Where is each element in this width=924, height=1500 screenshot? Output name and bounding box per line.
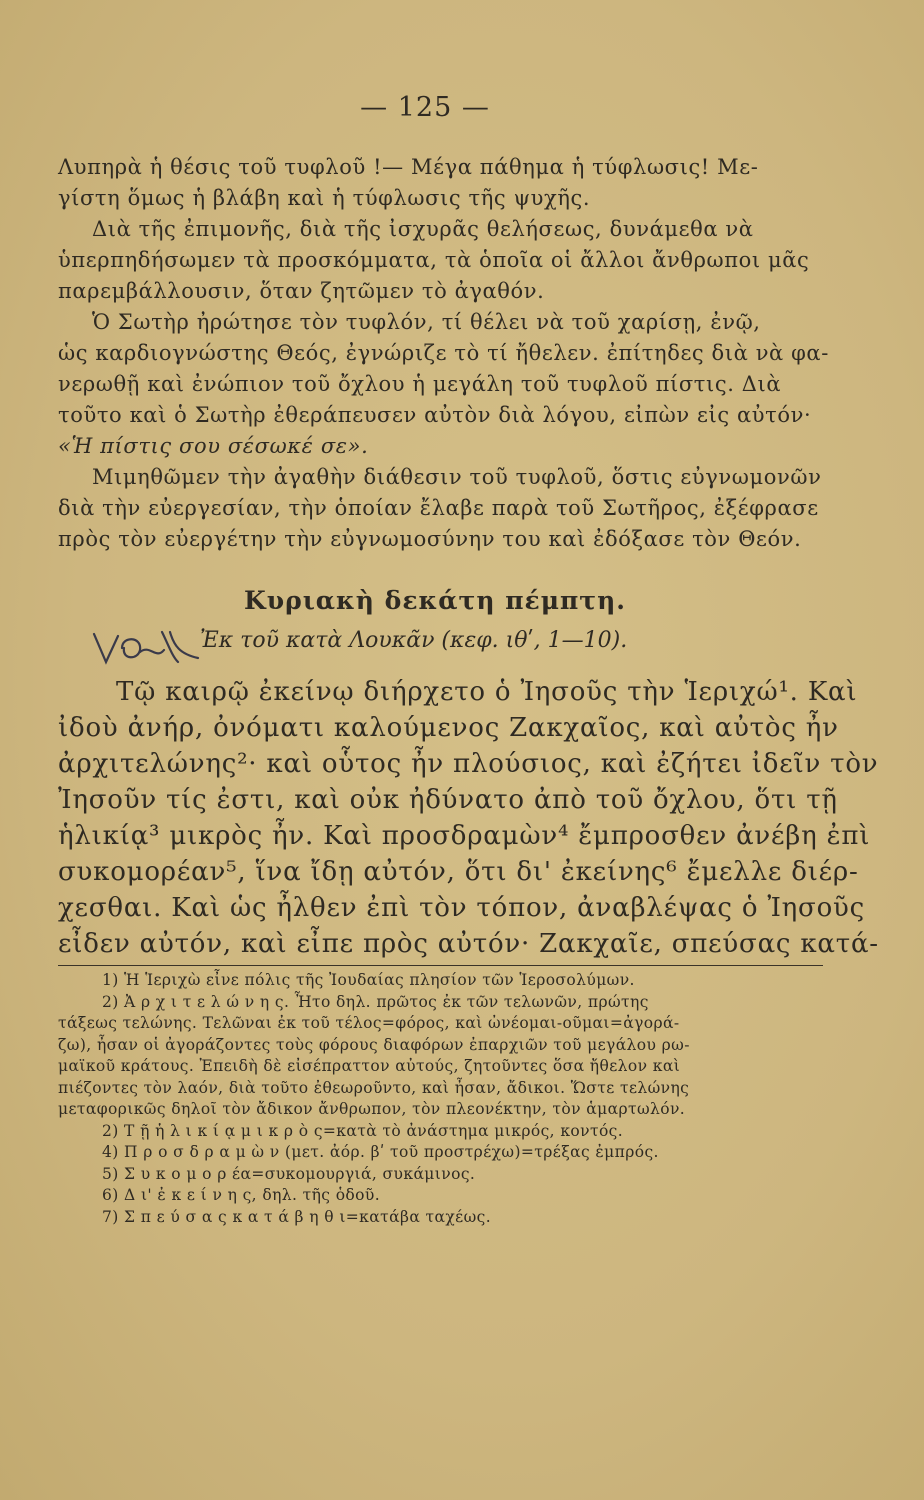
text-line: χεσθαι. Καὶ ὡς ἦλθεν ἐπὶ τὸν τόπον, ἀναβλέψας ὁ Ἰησοῦς <box>58 893 866 923</box>
footnote-line: 2) Ἀ ρ χ ι τ ε λ ώ ν η ς. Ἦτο δηλ. πρῶτος ἐκ τῶν τελωνῶν, πρώτης <box>102 992 649 1011</box>
text-line: διὰ τὴν εὐεργεσίαν, τὴν ὁποίαν ἔλαβε παρὰ τοῦ Σωτῆρος, ἐξέφρασε <box>58 496 819 520</box>
scripture-reference: Ἐκ τοῦ κατὰ Λουκᾶν (κεφ. ιθʹ, 1—10). <box>200 628 628 653</box>
text-line: «Ἡ πίστις σου σέσωκέ σε». <box>58 434 369 458</box>
footnote-line: 7) Σ π ε ύ σ α ς κ α τ ά β η θ ι=κατάβα ταχέως. <box>102 1207 492 1226</box>
text-line: Ἰησοῦν τίς ἐστι, καὶ οὐκ ἠδύνατο ἀπὸ τοῦ ὄχλου, ὅτι τῇ <box>58 785 838 815</box>
footnote-line: 1) Ἡ Ἱεριχὼ εἶνε πόλις τῆς Ἰουδαίας πλησίον τῶν Ἱεροσολύμων. <box>102 971 635 989</box>
text-line: Διὰ τῆς ἐπιμονῆς, διὰ τῆς ἰσχυρᾶς θελήσεως, δυνάμεθα νὰ <box>92 217 754 241</box>
section-heading: Κυριακὴ δεκάτη πέμπτη. <box>244 586 626 615</box>
text-line: εἶδεν αὐτόν, καὶ εἶπε πρὸς αὐτόν· Ζακχαῖε, σπεύσας κατά- <box>58 929 879 959</box>
footnote-line: ζω), ἦσαν οἱ ἀγοράζοντες τοὺς φόρους διαφόρων ἐπαρχιῶν τοῦ μεγάλου ρω- <box>58 1035 690 1054</box>
text-line: τοῦτο καὶ ὁ Σωτὴρ ἐθεράπευσεν αὐτὸν διὰ λόγου, εἰπὼν εἰς αὐτόν· <box>58 403 812 427</box>
text-line: Μιμηθῶμεν τὴν ἀγαθὴν διάθεσιν τοῦ τυφλοῦ, ὅστις εὐγνωμονῶν <box>92 465 822 489</box>
footnote-line: 4) Π ρ ο σ δ ρ α μ ὼ ν (μετ. ἀόρ. βʹ τοῦ προστρέχω)=τρέξας ἐμπρός. <box>102 1143 659 1161</box>
handwritten-scribble-icon <box>92 624 204 668</box>
text-line: ἰδοὺ ἀνήρ, ὀνόματι καλούμενος Ζακχαῖος, καὶ αὐτὸς ἦν <box>58 713 839 743</box>
footnote-line: μεταφορικῶς δηλοῖ τὸν ἄδικον ἄνθρωπον, τὸν πλεονέκτην, τὸν ἁμαρτωλόν. <box>58 1100 686 1118</box>
text-line: ὡς καρδιογνώστης Θεός, ἐγνώριζε τὸ τί ἤθελεν. ἐπίτηδες διὰ νὰ φα- <box>58 341 829 365</box>
text-line: Λυπηρὰ ἡ θέσις τοῦ τυφλοῦ !— Μέγα πάθημα ἡ τύφλωσις! Με- <box>58 155 759 179</box>
text-line: ἀρχιτελώνης²· καὶ οὗτος ἦν πλούσιος, καὶ ἐζήτει ἰδεῖν τὸν <box>58 749 879 779</box>
text-line: ὑπερπηδήσωμεν τὰ προσκόμματα, τὰ ὁποῖα οἱ ἄλλοι ἄνθρωποι μᾶς <box>58 248 810 272</box>
text-line: πρὸς τὸν εὐεργέτην τὴν εὐγνωμοσύνην του καὶ ἐδόξασε τὸν Θεόν. <box>58 527 802 551</box>
text-line: Ὁ Σωτὴρ ἠρώτησε τὸν τυφλόν, τί θέλει νὰ τοῦ χαρίσῃ, ἐνῷ, <box>92 310 761 334</box>
footnote-line: 6) Δ ι' ἐ κ ε ί ν η ς, δηλ. τῆς ὁδοῦ. <box>102 1186 381 1204</box>
footnote-line: 2) Τ ῇ ἡ λ ι κ ί ᾳ μ ι κ ρ ὸ ς=κατὰ τὸ ἀνάστημα μικρός, κοντός. <box>102 1121 624 1140</box>
text-line: νερωθῇ καὶ ἐνώπιον τοῦ ὄχλου ἡ μεγάλη τοῦ τυφλοῦ πίστις. Διὰ <box>58 372 782 396</box>
commentary-paragraph <box>58 152 828 555</box>
text-line: παρεμβάλλουσιν, ὅταν ζητῶμεν τὸ ἀγαθόν. <box>58 279 545 303</box>
footnote-line: 5) Σ υ κ ο μ ο ρ έα=συκομουργιά, συκάμινος. <box>102 1164 476 1183</box>
footnote-divider <box>58 965 823 966</box>
page-number: — 125 — <box>360 92 490 123</box>
text-line: γίστη ὅμως ἡ βλάβη καὶ ἡ τύφλωσις τῆς ψυχῆς. <box>58 186 591 210</box>
footnote-line: μαϊκοῦ κράτους. Ἐπειδὴ δὲ εἰσέπραττον αὐτούς, ζητοῦντες ὅσα ἤθελον καὶ <box>58 1057 681 1075</box>
footnote-line: τάξεως τελώνης. Τελῶναι ἐκ τοῦ τέλος=φόρος, καὶ ὠνέομαι-οῦμαι=ἀγορά- <box>58 1014 680 1032</box>
text-line: Τῷ καιρῷ ἐκείνῳ διήρχετο ὁ Ἰησοῦς τὴν Ἱεριχώ¹. Καὶ <box>116 677 858 707</box>
text-line: ἡλικίᾳ³ μικρὸς ἦν. Καὶ προσδραμὼν⁴ ἔμπροσθεν ἀνέβη ἐπὶ <box>58 821 871 851</box>
footnote-line: πιέζοντες τὸν λαόν, διὰ τοῦτο ἐθεωροῦντο, καὶ ἦσαν, ἄδικοι. Ὥστε τελώνης <box>58 1078 690 1097</box>
text-line: συκομορέαν⁵, ἵνα ἴδῃ αὐτόν, ὅτι δι' ἐκείνης⁶ ἔμελλε διέρ- <box>58 857 859 887</box>
gospel-text <box>58 674 879 962</box>
footnotes <box>58 970 828 1228</box>
